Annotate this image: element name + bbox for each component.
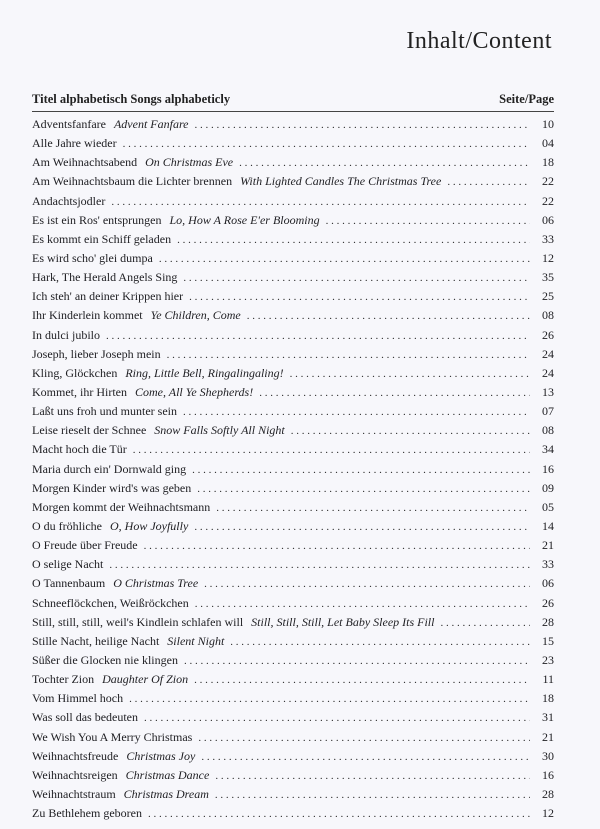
toc-title-german: Hark, The Herald Angels Sing: [32, 270, 178, 285]
dot-leader: [183, 406, 530, 418]
toc-page-number: 25: [542, 289, 554, 304]
toc-page-number: 16: [542, 767, 554, 782]
toc-entry: [32, 596, 554, 615]
toc-page-number: 06: [542, 576, 554, 591]
toc-page-number: 12: [542, 806, 554, 821]
toc-page-number: 09: [542, 480, 554, 495]
toc-title-german: Ich steh' an deiner Krippen hier: [32, 289, 184, 304]
toc-title-german: Stille Nacht, heilige Nacht: [32, 633, 160, 648]
toc-title-german: Macht hoch die Tür: [32, 442, 127, 457]
toc-entry: [32, 653, 554, 672]
dot-leader: [184, 655, 530, 667]
dot-leader: [111, 196, 530, 208]
toc-entry: [32, 251, 554, 270]
toc-title-german: O Tannenbaum: [32, 576, 106, 591]
dot-leader: [192, 464, 530, 476]
toc-page-number: 14: [542, 518, 554, 533]
toc-title-english: Still, Still, Still, Let Baby Sleep Its Fill: [251, 614, 435, 629]
toc-title-german: Joseph, lieber Joseph mein: [32, 346, 161, 361]
toc-page-number: 21: [542, 729, 554, 744]
toc-title-german: Süßer die Glocken nie klingen: [32, 652, 178, 667]
toc-title-german: Laßt uns froh und munter sein: [32, 404, 177, 419]
toc-entry: [32, 442, 554, 461]
toc-title-english: Ye Children, Come: [150, 308, 241, 323]
toc-page-number: 28: [542, 614, 554, 629]
toc-page-number: 16: [542, 461, 554, 476]
toc-title-german: Am Weihnachtsbaum die Lichter brennen: [32, 174, 233, 189]
toc-title-english: Come, All Ye Shepherds!: [134, 384, 254, 399]
dot-leader: [204, 578, 530, 590]
toc-page-number: 22: [542, 174, 554, 189]
toc-entry: [32, 519, 554, 538]
toc-title-english: Silent Night: [167, 633, 225, 648]
dot-leader: [215, 770, 530, 782]
toc-entry: [32, 136, 554, 155]
toc-page-number: 33: [542, 231, 554, 246]
dot-leader: [230, 636, 530, 648]
toc-entry: [32, 749, 554, 768]
table-of-contents: [32, 117, 554, 825]
header-divider: [32, 111, 554, 112]
toc-title-english: Lo, How A Rose E'er Blooming: [169, 212, 320, 227]
toc-title-german: In dulci jubilo: [32, 327, 100, 342]
dot-leader: [195, 598, 530, 610]
toc-title-english: Christmas Joy: [126, 748, 196, 763]
dot-leader: [259, 387, 530, 399]
toc-title-german: O Freude über Freude: [32, 538, 138, 553]
toc-entry: [32, 328, 554, 347]
toc-page-number: 18: [542, 691, 554, 706]
toc-entry: [32, 174, 554, 193]
dot-leader: [167, 349, 530, 361]
dot-leader: [144, 540, 530, 552]
toc-title-german: Zu Bethlehem geboren: [32, 806, 142, 821]
toc-page-number: 33: [542, 557, 554, 572]
toc-entry: [32, 538, 554, 557]
toc-page-number: 28: [542, 786, 554, 801]
toc-page-number: 26: [542, 327, 554, 342]
toc-entry: [32, 232, 554, 251]
toc-page-number: 31: [542, 710, 554, 725]
toc-title-english: Christmas Dance: [125, 767, 210, 782]
toc-title-german: Es ist ein Ros' entsprungen: [32, 212, 162, 227]
toc-title-german: Morgen kommt der Weihnachtsmann: [32, 499, 211, 514]
toc-title-german: Weihnachtsreigen: [32, 767, 118, 782]
toc-page-number: 05: [542, 499, 554, 514]
toc-entry: [32, 576, 554, 595]
toc-page-number: 23: [542, 652, 554, 667]
toc-page-number: 34: [542, 442, 554, 457]
toc-title-german: Kommet, ihr Hirten: [32, 384, 127, 399]
toc-page-number: 15: [542, 633, 554, 648]
toc-page-number: 30: [542, 748, 554, 763]
toc-title-german: Schneeflöckchen, Weißröckchen: [32, 595, 189, 610]
dot-leader: [201, 751, 530, 763]
toc-page-number: 24: [542, 346, 554, 361]
toc-title-german: Morgen Kinder wird's was geben: [32, 480, 192, 495]
dot-leader: [326, 215, 530, 227]
toc-title-german: Es kommt ein Schiff geladen: [32, 231, 172, 246]
dot-leader: [148, 808, 530, 820]
dot-leader: [106, 330, 530, 342]
toc-title-german: We Wish You A Merry Christmas: [32, 729, 193, 744]
toc-page-number: 12: [542, 250, 554, 265]
toc-title-english: O Christmas Tree: [113, 576, 199, 591]
toc-title-german: Andachtsjodler: [32, 193, 106, 208]
dot-leader: [215, 789, 530, 801]
toc-title-english: O, How Joyfully: [109, 518, 189, 533]
toc-entry: [32, 155, 554, 174]
toc-title-german: Weihnachtsfreude: [32, 748, 119, 763]
dot-leader: [447, 176, 530, 188]
column-header-titles: Titel alphabetisch Songs alphabeticly: [32, 92, 231, 106]
toc-title-german: Leise rieselt der Schnee: [32, 423, 147, 438]
page-title: Inhalt/Content: [406, 28, 552, 54]
dot-leader: [440, 617, 530, 629]
toc-entry: [32, 213, 554, 232]
toc-title-german: Weihnachtstraum: [32, 786, 116, 801]
toc-page-number: 10: [542, 117, 554, 131]
toc-title-german: Maria durch ein' Dornwald ging: [32, 461, 187, 476]
dot-leader: [247, 310, 530, 322]
toc-title-german: O selige Nacht: [32, 557, 104, 572]
dot-leader: [216, 502, 530, 514]
toc-title-english: Christmas Dream: [123, 786, 209, 801]
toc-entry: [32, 768, 554, 787]
toc-page-number: 18: [542, 155, 554, 170]
toc-entry: [32, 270, 554, 289]
toc-entry: [32, 404, 554, 423]
dot-leader: [197, 483, 530, 495]
dot-leader: [123, 138, 530, 150]
dot-leader: [159, 253, 530, 265]
toc-page-number: 06: [542, 212, 554, 227]
toc-entry: [32, 385, 554, 404]
dot-leader: [129, 693, 530, 705]
dot-leader: [177, 234, 530, 246]
toc-page-number: 08: [542, 308, 554, 323]
toc-title-german: Am Weihnachtsabend: [32, 155, 138, 170]
toc-title-german: Ihr Kinderlein kommet: [32, 308, 143, 323]
toc-entry: [32, 347, 554, 366]
dot-leader: [109, 559, 530, 571]
toc-page-number: 21: [542, 538, 554, 553]
dot-leader: [183, 272, 530, 284]
toc-entry: [32, 787, 554, 806]
dot-leader: [194, 674, 530, 686]
toc-entry: [32, 117, 554, 136]
dot-leader: [133, 444, 530, 456]
toc-page-number: 04: [542, 136, 554, 151]
toc-page-number: 13: [542, 384, 554, 399]
dot-leader: [198, 732, 530, 744]
toc-title-english: On Christmas Eve: [145, 155, 234, 170]
toc-title-english: Snow Falls Softly All Night: [154, 423, 285, 438]
toc-page-number: 35: [542, 270, 554, 285]
toc-title-german: Adventsfanfare: [32, 117, 106, 131]
toc-page-number: 07: [542, 404, 554, 419]
toc-entry: [32, 806, 554, 825]
toc-title-english: With Lighted Candles The Christmas Tree: [240, 174, 442, 189]
toc-title-german: Es wird scho' glei dumpa: [32, 250, 153, 265]
dot-leader: [195, 119, 531, 131]
toc-entry: [32, 634, 554, 653]
dot-leader: [194, 521, 530, 533]
toc-title-german: Was soll das bedeuten: [32, 710, 139, 725]
dot-leader: [291, 425, 530, 437]
toc-entry: [32, 672, 554, 691]
column-header-page: Seite/Page: [499, 92, 554, 106]
dot-leader: [290, 368, 530, 380]
toc-entry: [32, 691, 554, 710]
toc-page-number: 11: [542, 672, 554, 687]
dot-leader: [239, 157, 530, 169]
toc-entry: [32, 710, 554, 729]
toc-page-number: 08: [542, 423, 554, 438]
toc-entry: [32, 615, 554, 634]
toc-page-number: 24: [542, 365, 554, 380]
toc-title-german: Alle Jahre wieder: [32, 136, 117, 151]
toc-entry: [32, 481, 554, 500]
dot-leader: [189, 291, 530, 303]
toc-title-english: Daughter Of Zion: [102, 672, 189, 687]
toc-title-german: Still, still, still, weil's Kindlein schlafen will: [32, 614, 244, 629]
toc-entry: [32, 366, 554, 385]
dot-leader: [144, 712, 530, 724]
toc-entry: [32, 423, 554, 442]
toc-title-english: Advent Fanfare: [113, 117, 189, 131]
toc-entry: [32, 308, 554, 327]
toc-entry: [32, 289, 554, 308]
toc-entry: [32, 500, 554, 519]
toc-entry: [32, 194, 554, 213]
toc-title-german: O du fröhliche: [32, 518, 102, 533]
toc-page-number: 22: [542, 193, 554, 208]
toc-title-german: Vom Himmel hoch: [32, 691, 124, 706]
toc-title-english: Ring, Little Bell, Ringalingaling!: [125, 365, 284, 380]
table-header: [32, 92, 554, 107]
toc-entry: [32, 557, 554, 576]
toc-title-german: Kling, Glöckchen: [32, 365, 118, 380]
toc-entry: [32, 730, 554, 749]
toc-page-number: 26: [542, 595, 554, 610]
toc-entry: [32, 462, 554, 481]
toc-title-german: Tochter Zion: [32, 672, 95, 687]
